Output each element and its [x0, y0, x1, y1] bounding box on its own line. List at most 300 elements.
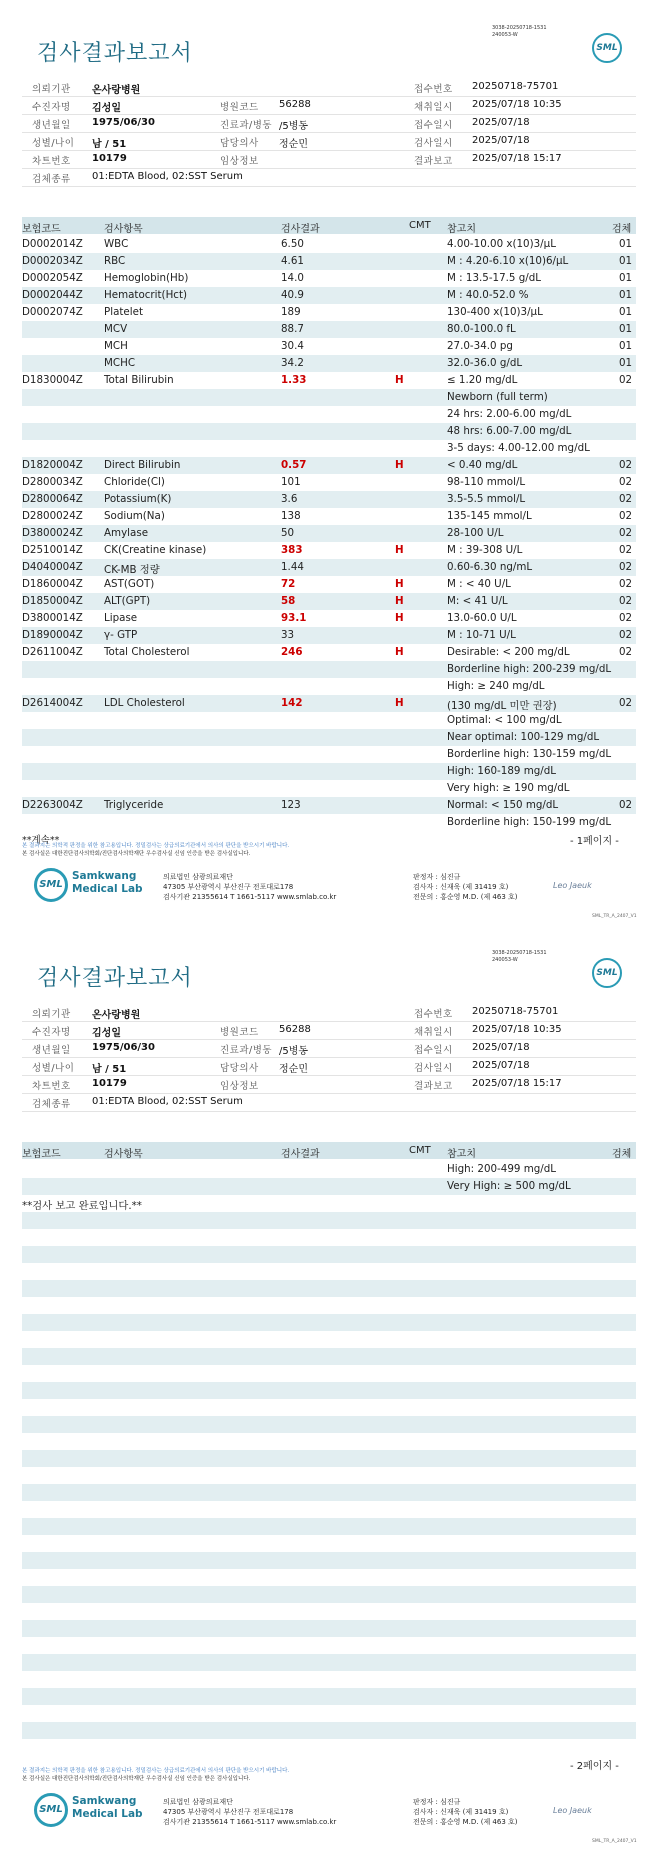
cell-ref: Very High: ≥ 500 mg/dL — [447, 1180, 571, 1192]
table-row — [22, 508, 636, 525]
cell-result: 101 — [281, 476, 301, 488]
table-row-empty — [22, 1620, 636, 1637]
cell-ref: 28-100 U/L — [447, 527, 504, 539]
receipt-date-label: 접수일시 — [414, 1045, 453, 1056]
col-ref: 참고치 — [447, 224, 476, 235]
footer-signers — [413, 1797, 518, 1827]
footer-contact: 검사기관 21355614 T 1661-5117 www.smlab.co.kr — [163, 893, 337, 901]
header-row — [22, 151, 636, 169]
table-row-empty — [22, 1603, 636, 1620]
cell-item: Lipase — [104, 612, 138, 624]
institution-value: 온사랑병원 — [92, 1010, 141, 1021]
disclaimer — [22, 1767, 289, 1783]
cell-ref: M : < 40 U/L — [447, 578, 511, 590]
cell-ref: M : 4.20-6.10 x(10)6/μL — [447, 255, 569, 267]
cell-spec: 02 — [619, 510, 633, 522]
table-row — [22, 270, 636, 287]
cell-result: 58 — [281, 595, 296, 607]
institution-label: 의뢰기관 — [32, 1009, 71, 1020]
table-row — [22, 576, 636, 593]
col-cmt: CMT — [409, 1145, 431, 1156]
table-row — [22, 1161, 636, 1178]
header-row — [22, 115, 636, 133]
table-row — [22, 1178, 636, 1195]
table-row — [22, 678, 636, 695]
table-row-empty — [22, 1382, 636, 1399]
cell-code: D2611004Z — [22, 646, 83, 658]
cell-ref: 48 hrs: 6.00-7.00 mg/dL — [447, 425, 572, 437]
table-row — [22, 423, 636, 440]
header-row — [22, 133, 636, 151]
cell-ref: 135-145 mmol/L — [447, 510, 532, 522]
cell-item: MCH — [104, 340, 128, 352]
report-value: 2025/07/18 15:17 — [472, 1078, 562, 1089]
doctor-label: 담당의사 — [220, 1063, 259, 1074]
cell-item: Sodium(Na) — [104, 510, 165, 522]
form-code: SML_TR_A_2407_V1 — [592, 1839, 637, 1844]
table-row — [22, 287, 636, 304]
cell-result: 33 — [281, 629, 295, 641]
specimen-label: 검체종류 — [32, 174, 71, 185]
disclaimer-line: 본 결과지는 의학적 판정을 위한 참고용입니다. 정밀검사는 상급의료기관에서 의사의 판단을 받으시기 바랍니다. — [22, 843, 290, 849]
cell-code: D2510014Z — [22, 544, 83, 556]
cell-code: D3800014Z — [22, 612, 83, 624]
sexage-value: 남 / 51 — [92, 139, 127, 150]
table-row-empty — [22, 1331, 636, 1348]
dept-value: /5병동 — [279, 1046, 309, 1057]
cell-item: WBC — [104, 238, 129, 250]
patient-header — [22, 1004, 636, 1112]
table-row — [22, 236, 636, 253]
receipt-date-value: 2025/07/18 — [472, 1042, 530, 1053]
cell-result: 1.33 — [281, 374, 307, 386]
cell-result: 14.0 — [281, 272, 304, 284]
table-row-empty — [22, 1739, 636, 1756]
dob-value: 1975/06/30 — [92, 117, 155, 128]
disclaimer-line: 본 검사실은 대한진단검사의학회/진단검사의학재단 우수검사실 신임 인증을 받은 검사실입니다. — [22, 851, 251, 857]
cell-result: 189 — [281, 306, 301, 318]
dept-label: 진료과/병동 — [220, 1045, 273, 1056]
cell-spec: 02 — [619, 374, 633, 386]
table-row — [22, 627, 636, 644]
header-row — [22, 1004, 636, 1022]
cell-spec: 02 — [619, 646, 633, 658]
cell-spec: 01 — [619, 289, 633, 301]
cell-result: 123 — [281, 799, 301, 811]
col-ref: 참고치 — [447, 1149, 476, 1160]
footer-certifier: 전문의 : 홍순영 M.D. (제 463 호) — [413, 1818, 518, 1826]
table-row — [22, 355, 636, 372]
footer-org-info — [163, 1797, 336, 1827]
chart-label: 차트번호 — [32, 156, 71, 167]
footer-org: 의료법인 삼광의료재단 — [163, 873, 233, 881]
cell-result: 142 — [281, 697, 303, 709]
cell-ref: M : 40.0-52.0 % — [447, 289, 529, 301]
table-row — [22, 593, 636, 610]
logo-text-line: Samkwang — [72, 870, 137, 882]
cell-spec: 01 — [619, 357, 633, 369]
cell-code: D1890004Z — [22, 629, 83, 641]
cell-ref: M : 13.5-17.5 g/dL — [447, 272, 542, 284]
patient-label: 수진자명 — [32, 1027, 71, 1038]
cell-ref: M : 39-308 U/L — [447, 544, 523, 556]
cell-ref: High: 160-189 mg/dL — [447, 765, 557, 777]
cell-spec: 02 — [619, 561, 633, 573]
disclaimer-line: 본 검사실은 대한진단검사의학회/진단검사의학재단 우수검사실 신임 인증을 받은 검사실입니다. — [22, 1776, 251, 1782]
dob-label: 생년월일 — [32, 120, 71, 131]
cell-ref: High: 200-499 mg/dL — [447, 1163, 557, 1175]
cell-flag: H — [395, 646, 404, 658]
cell-code: D2263004Z — [22, 799, 83, 811]
cell-item: Hemoglobin(Hb) — [104, 272, 189, 284]
cell-flag: H — [395, 374, 404, 386]
dept-value: /5병동 — [279, 121, 309, 132]
receipt-no-label: 접수번호 — [414, 84, 453, 95]
table-row — [22, 661, 636, 678]
specimen-label: 검체종류 — [32, 1099, 71, 1110]
table-row-empty — [22, 1467, 636, 1484]
cell-item: Potassium(K) — [104, 493, 172, 505]
cell-ref: M: < 41 U/L — [447, 595, 508, 607]
table-row — [22, 372, 636, 389]
table-row-empty — [22, 1722, 636, 1739]
cell-spec: 02 — [619, 799, 633, 811]
logo-text — [72, 870, 143, 896]
cell-flag: H — [395, 459, 404, 471]
cell-spec: 02 — [619, 476, 633, 488]
cell-result: 1.44 — [281, 561, 304, 573]
hospital-code-value: 56288 — [279, 1024, 311, 1035]
table-row-empty — [22, 1671, 636, 1688]
receipt-date-label: 접수일시 — [414, 120, 453, 131]
receipt-no-value: 20250718-75701 — [472, 1006, 559, 1017]
disclaimer-line: 본 결과지는 의학적 판정을 위한 참고용입니다. 정밀검사는 상급의료기관에서 의사의 판단을 받으시기 바랍니다. — [22, 1768, 290, 1774]
cell-ref: Normal: < 150 mg/dL — [447, 799, 559, 811]
cell-result: 6.50 — [281, 238, 304, 250]
footer-address: 47305 부산광역시 부산진구 전포대로178 — [163, 883, 294, 891]
cell-code: D1860004Z — [22, 578, 83, 590]
doctor-label: 담당의사 — [220, 138, 259, 149]
cell-result: 88.7 — [281, 323, 304, 335]
table-row — [22, 491, 636, 508]
cell-result: 30.4 — [281, 340, 304, 352]
table-row-empty — [22, 1263, 636, 1280]
document-code — [492, 950, 547, 964]
signature: Leo Jaeuk — [553, 881, 592, 890]
cell-ref: Newborn (full term) — [447, 391, 548, 403]
cell-ref: 3.5-5.5 mmol/L — [447, 493, 526, 505]
cell-spec: 01 — [619, 323, 633, 335]
logo-text-line: Medical Lab — [72, 883, 143, 895]
cell-item: Total Cholesterol — [104, 646, 190, 658]
cell-code: D0002074Z — [22, 306, 83, 318]
hospital-code-label: 병원코드 — [220, 102, 259, 113]
cell-spec: 02 — [619, 544, 633, 556]
header-row — [22, 1058, 636, 1076]
cell-code: D1820004Z — [22, 459, 83, 471]
cell-item: MCHC — [104, 357, 136, 369]
document-code-line: 240053-W — [492, 957, 518, 963]
cell-flag: H — [395, 544, 404, 556]
hospital-code-label: 병원코드 — [220, 1027, 259, 1038]
clinical-label: 임상정보 — [220, 156, 259, 167]
chart-label: 차트번호 — [32, 1081, 71, 1092]
cell-ref: Borderline high: 130-159 mg/dL — [447, 748, 612, 760]
dob-value: 1975/06/30 — [92, 1042, 155, 1053]
header-row — [22, 79, 636, 97]
receipt-no-value: 20250718-75701 — [472, 81, 559, 92]
cell-ref: Desirable: < 200 mg/dL — [447, 646, 570, 658]
table-row — [22, 695, 636, 712]
cell-result: 50 — [281, 527, 295, 539]
cell-flag: H — [395, 697, 404, 709]
footer-address: 47305 부산광역시 부산진구 전포대로178 — [163, 1808, 294, 1816]
continue-note: **계속** — [22, 835, 60, 846]
sml-logo: SML — [592, 958, 622, 988]
table-row-empty — [22, 1518, 636, 1535]
cell-item: Chloride(Cl) — [104, 476, 165, 488]
cell-item: AST(GOT) — [104, 578, 155, 590]
signature: Leo Jaeuk — [553, 1806, 592, 1815]
report-label: 결과보고 — [414, 1081, 453, 1092]
cell-ref: (130 mg/dL 미만 권장) — [447, 700, 557, 712]
page-number: - 1페이지 - — [570, 836, 619, 847]
cell-item: Direct Bilirubin — [104, 459, 181, 471]
cell-ref: 80.0-100.0 fL — [447, 323, 516, 335]
chart-value: 10179 — [92, 1078, 127, 1089]
cell-ref: 32.0-36.0 g/dL — [447, 357, 523, 369]
cell-ref: 13.0-60.0 U/L — [447, 612, 517, 624]
cell-result: 246 — [281, 646, 303, 658]
document-code-line: 3038-20250718-1531 — [492, 25, 547, 31]
header-row — [22, 1094, 636, 1112]
table-row — [22, 457, 636, 474]
cell-code: D0002054Z — [22, 272, 83, 284]
cell-item: Platelet — [104, 306, 143, 318]
table-row-empty — [22, 1654, 636, 1671]
cell-result: 93.1 — [281, 612, 307, 624]
col-result: 검사결과 — [281, 224, 320, 235]
cell-item: CK(Creatine kinase) — [104, 544, 207, 556]
table-row-empty — [22, 1569, 636, 1586]
table-row-empty — [22, 1688, 636, 1705]
test-date-label: 검사일시 — [414, 138, 453, 149]
cell-ref: Borderline high: 150-199 mg/dL — [447, 816, 612, 828]
page-title: 검사결과보고서 — [37, 966, 193, 991]
cell-ref: 4.00-10.00 x(10)3/μL — [447, 238, 556, 250]
table-row-empty — [22, 1484, 636, 1501]
collect-label: 채취일시 — [414, 1027, 453, 1038]
header-row — [22, 169, 636, 187]
cell-result: 138 — [281, 510, 301, 522]
table-row-empty — [22, 1246, 636, 1263]
table-row — [22, 406, 636, 423]
cell-spec: 02 — [619, 595, 633, 607]
footer-tester: 검사자 : 신재욱 (제 31419 호) — [413, 1808, 509, 1816]
cell-flag: H — [395, 595, 404, 607]
sexage-label: 성별/나이 — [32, 138, 75, 149]
table-row-empty — [22, 1229, 636, 1246]
table-row — [22, 525, 636, 542]
table-row — [22, 763, 636, 780]
table-row-empty — [22, 1297, 636, 1314]
chart-value: 10179 — [92, 153, 127, 164]
col-item: 검사항목 — [104, 1149, 143, 1160]
logo-text-line: Samkwang — [72, 1795, 137, 1807]
cell-ref: Optimal: < 100 mg/dL — [447, 714, 562, 726]
patient-value: 김성일 — [92, 1028, 121, 1039]
dob-label: 생년월일 — [32, 1045, 71, 1056]
table-row — [22, 474, 636, 491]
cell-spec: 01 — [619, 340, 633, 352]
table-row-empty — [22, 1365, 636, 1382]
table-row-empty — [22, 1535, 636, 1552]
table-row — [22, 610, 636, 627]
cell-result: 72 — [281, 578, 296, 590]
table-row — [22, 389, 636, 406]
cell-item: Amylase — [104, 527, 149, 539]
cell-item: Hematocrit(Hct) — [104, 289, 188, 301]
footer-contact: 검사기관 21355614 T 1661-5117 www.smlab.co.kr — [163, 1818, 337, 1826]
cell-ref: High: ≥ 240 mg/dL — [447, 680, 545, 692]
cell-item: LDL Cholesterol — [104, 697, 185, 709]
cell-item: γ- GTP — [104, 629, 138, 641]
patient-value: 김성일 — [92, 103, 121, 114]
cell-spec: 01 — [619, 255, 633, 267]
cell-ref: < 0.40 mg/dL — [447, 459, 518, 471]
table-row-empty — [22, 1416, 636, 1433]
results-table-header — [22, 217, 636, 234]
cell-code: D2800024Z — [22, 510, 83, 522]
doctor-value: 정순민 — [279, 1064, 308, 1075]
table-row — [22, 814, 636, 831]
cell-code: D2614004Z — [22, 697, 83, 709]
table-row-empty — [22, 1348, 636, 1365]
table-row-empty — [22, 1501, 636, 1518]
page-number: - 2페이지 - — [570, 1761, 619, 1772]
cell-spec: 01 — [619, 238, 633, 250]
col-code: 보험코드 — [22, 224, 61, 235]
footer-tester: 검사자 : 신재욱 (제 31419 호) — [413, 883, 509, 891]
report-label: 결과보고 — [414, 156, 453, 167]
cell-flag: H — [395, 612, 404, 624]
footer-org-info — [163, 872, 336, 902]
table-row-empty — [22, 1586, 636, 1603]
cell-spec: 02 — [619, 612, 633, 624]
results-table-header — [22, 1142, 636, 1159]
document-code-line: 240053-W — [492, 32, 518, 38]
test-date-value: 2025/07/18 — [472, 1060, 530, 1071]
col-spec: 검체 — [612, 224, 632, 235]
results-table — [22, 236, 636, 831]
cell-spec: 01 — [619, 306, 633, 318]
col-cmt: CMT — [409, 220, 431, 231]
cell-code: D0002014Z — [22, 238, 83, 250]
cell-ref: 3-5 days: 4.00-12.00 mg/dL — [447, 442, 590, 454]
cell-item: ALT(GPT) — [104, 595, 151, 607]
footer-logo — [34, 866, 144, 906]
disclaimer — [22, 842, 289, 858]
cell-ref: 27.0-34.0 pg — [447, 340, 513, 352]
cell-spec: 02 — [619, 629, 633, 641]
header-row — [22, 97, 636, 115]
report-page-2 — [0, 925, 655, 1850]
col-result: 검사결과 — [281, 1149, 320, 1160]
document-code-line: 3038-20250718-1531 — [492, 950, 547, 956]
cell-ref: 0.60-6.30 ng/mL — [447, 561, 533, 573]
cell-spec: 02 — [619, 578, 633, 590]
sexage-label: 성별/나이 — [32, 1063, 75, 1074]
cell-code: D2800064Z — [22, 493, 83, 505]
table-row — [22, 440, 636, 457]
table-row — [22, 542, 636, 559]
cell-spec: 02 — [619, 527, 633, 539]
header-row — [22, 1040, 636, 1058]
logo-text — [72, 1795, 143, 1821]
patient-header — [22, 79, 636, 187]
col-code: 보험코드 — [22, 1149, 61, 1160]
table-row — [22, 729, 636, 746]
cell-spec: 02 — [619, 697, 633, 709]
sml-logo-mark: SML — [34, 868, 68, 902]
cell-result: 34.2 — [281, 357, 304, 369]
page-title: 검사결과보고서 — [37, 41, 193, 66]
table-row-empty — [22, 1552, 636, 1569]
clinical-label: 임상정보 — [220, 1081, 259, 1092]
complete-note: **검사 보고 완료입니다.** — [22, 1200, 142, 1212]
doctor-value: 정순민 — [279, 139, 308, 150]
cell-ref: Near optimal: 100-129 mg/dL — [447, 731, 600, 743]
header-row — [22, 1022, 636, 1040]
table-row-empty — [22, 1212, 636, 1229]
cell-result: 0.57 — [281, 459, 307, 471]
table-row-empty — [22, 1195, 636, 1212]
collect-label: 채취일시 — [414, 102, 453, 113]
cell-item: Triglyceride — [104, 799, 164, 811]
receipt-date-value: 2025/07/18 — [472, 117, 530, 128]
table-row-empty — [22, 1314, 636, 1331]
cell-ref: 130-400 x(10)3/μL — [447, 306, 543, 318]
footer-certifier: 전문의 : 홍순영 M.D. (제 463 호) — [413, 893, 518, 901]
cell-code: D0002034Z — [22, 255, 83, 267]
cell-result: 3.6 — [281, 493, 298, 505]
table-row-empty — [22, 1705, 636, 1722]
sexage-value: 남 / 51 — [92, 1064, 127, 1075]
cell-ref: M : 10-71 U/L — [447, 629, 516, 641]
specimen-value: 01:EDTA Blood, 02:SST Serum — [92, 171, 243, 182]
collect-value: 2025/07/18 10:35 — [472, 1024, 562, 1035]
table-row — [22, 797, 636, 814]
sml-logo-mark: SML — [34, 1793, 68, 1827]
table-row — [22, 746, 636, 763]
cell-code: D0002044Z — [22, 289, 83, 301]
test-date-label: 검사일시 — [414, 1063, 453, 1074]
cell-ref: 24 hrs: 2.00-6.00 mg/dL — [447, 408, 572, 420]
test-date-value: 2025/07/18 — [472, 135, 530, 146]
footer-signers — [413, 872, 518, 902]
table-row-empty — [22, 1280, 636, 1297]
institution-value: 온사랑병원 — [92, 85, 141, 96]
cell-flag: H — [395, 578, 404, 590]
footer-org: 의료법인 삼광의료재단 — [163, 1798, 233, 1806]
table-row — [22, 304, 636, 321]
cell-result: 383 — [281, 544, 303, 556]
cell-ref: ≤ 1.20 mg/dL — [447, 374, 518, 386]
results-table — [22, 1161, 636, 1756]
cell-spec: 02 — [619, 493, 633, 505]
cell-code: D3800024Z — [22, 527, 83, 539]
cell-result: 4.61 — [281, 255, 304, 267]
